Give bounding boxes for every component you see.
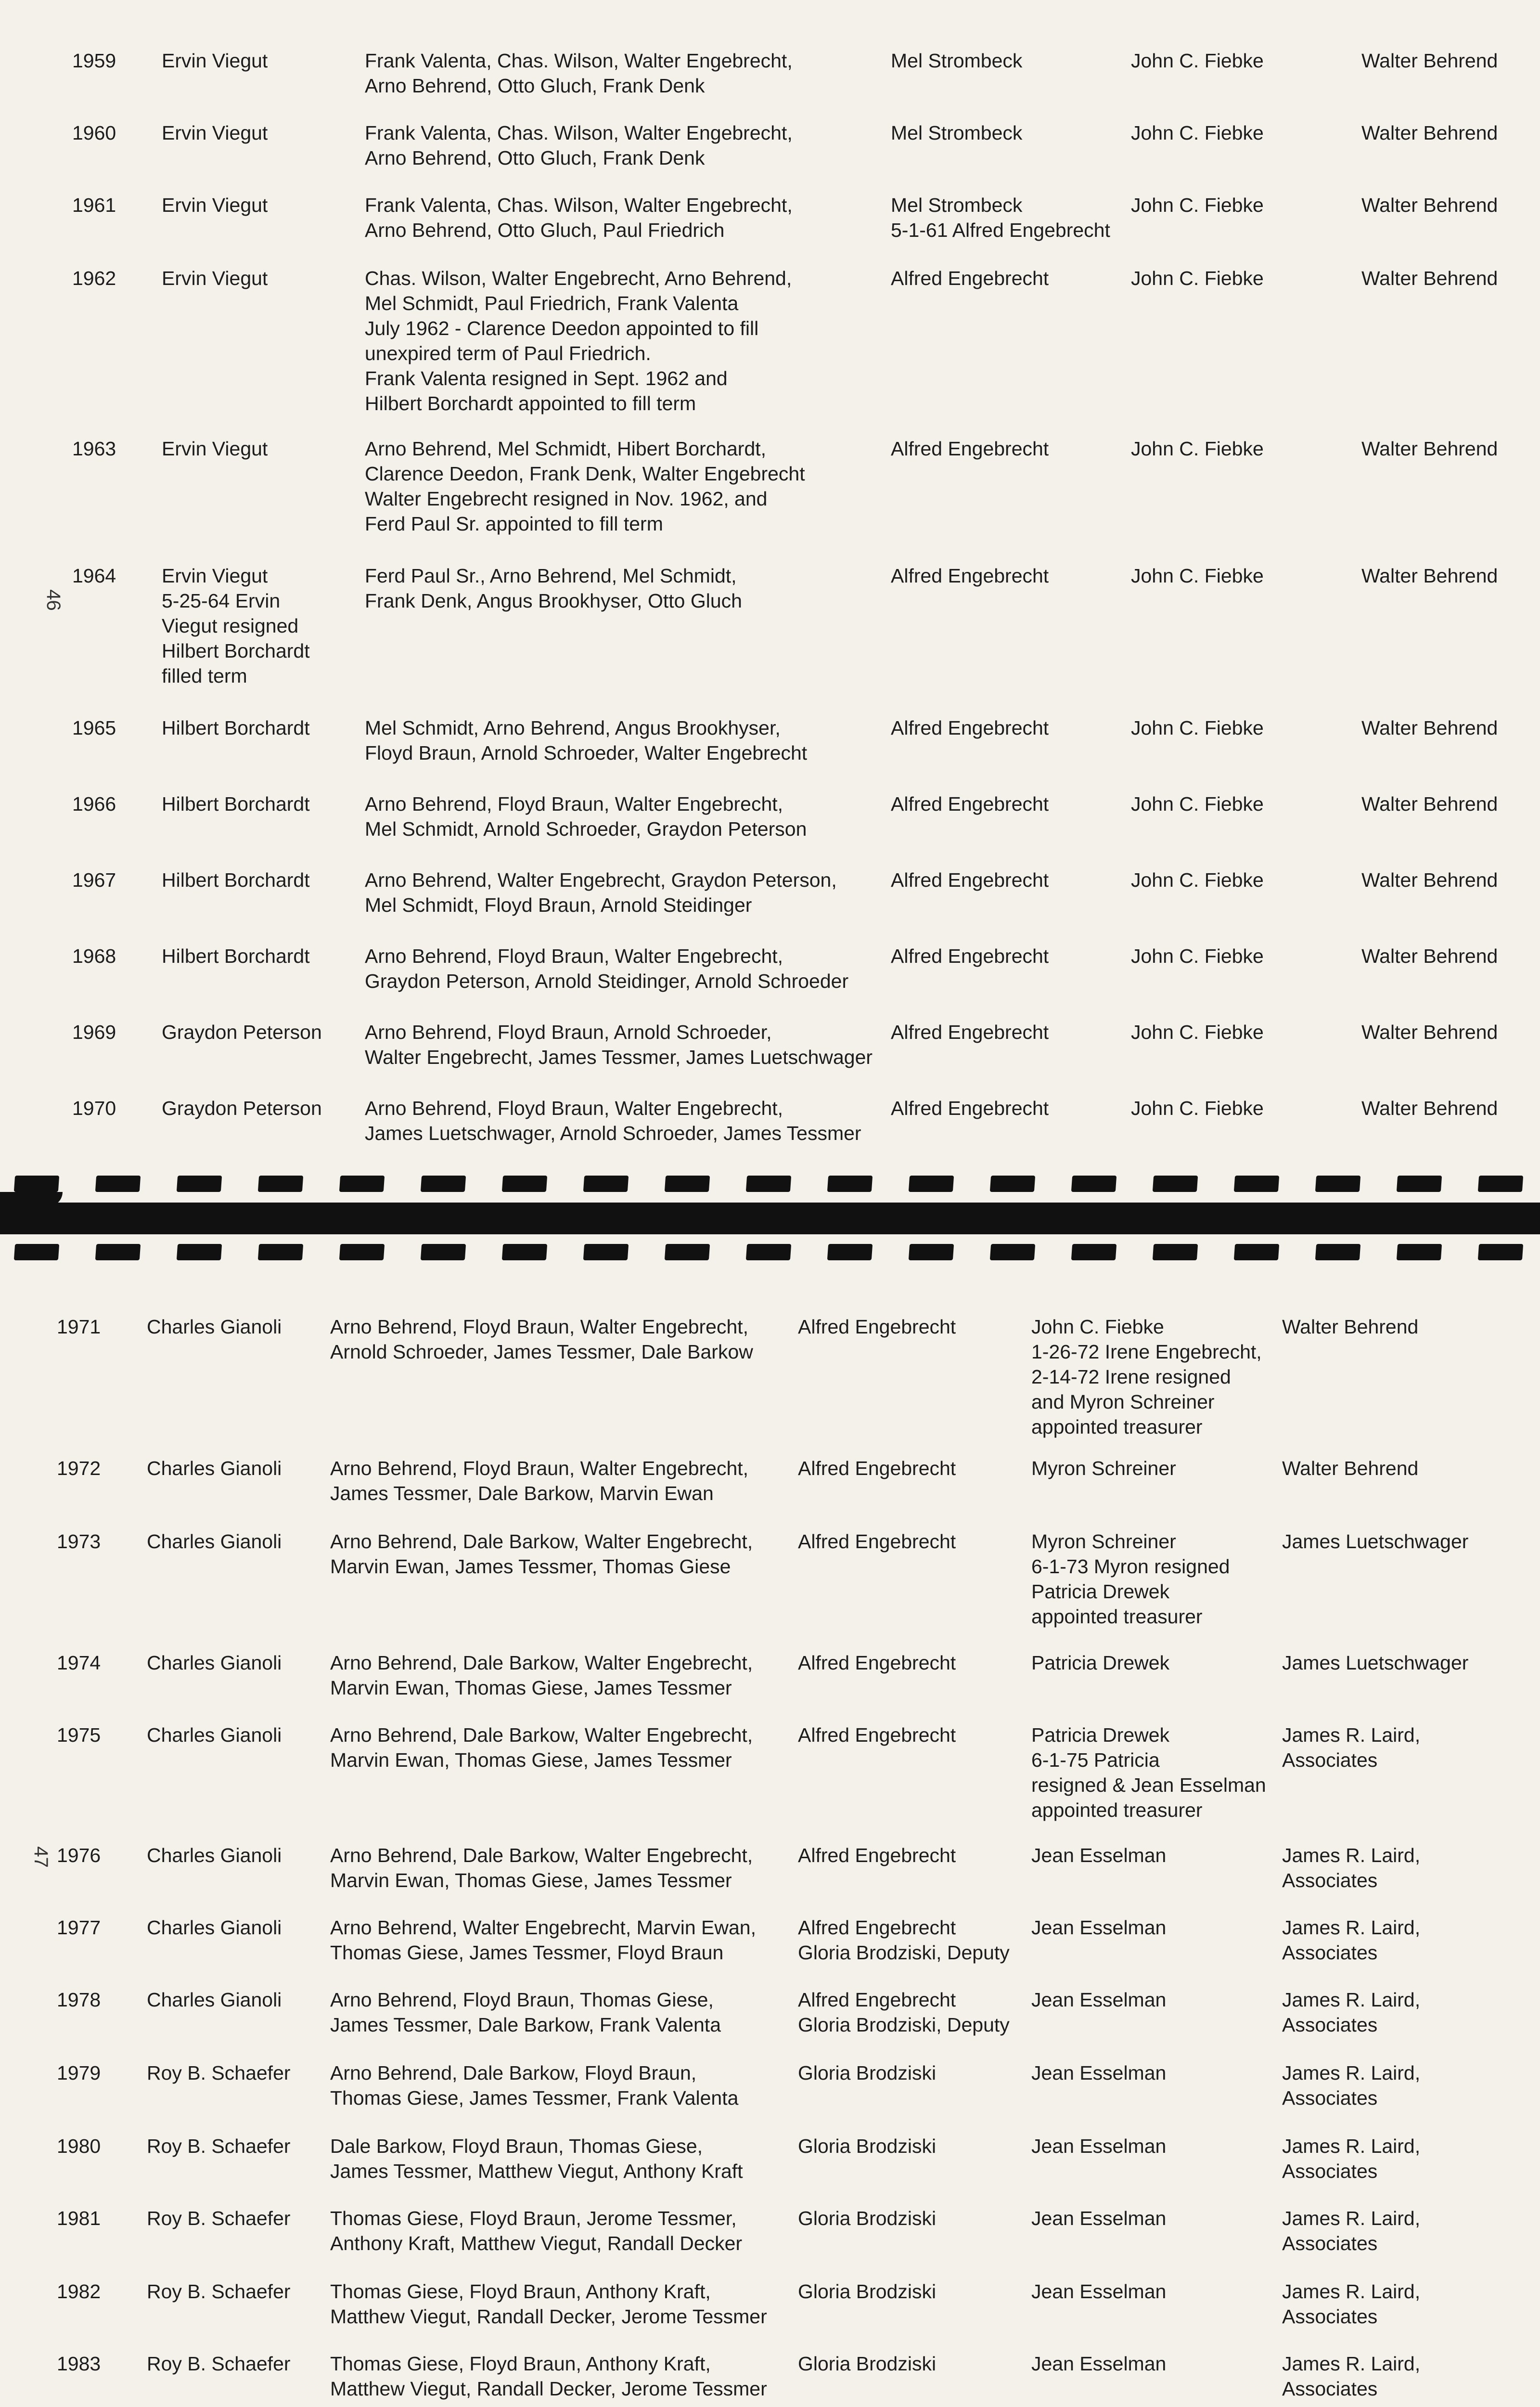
- assessor-cell: James R. Laird, Associates: [1282, 2062, 1421, 2109]
- clerk-cell: Alfred Engebrecht: [891, 267, 1049, 289]
- clerk-cell: Alfred Engebrecht: [891, 869, 1049, 891]
- supervisors-cell: Frank Valenta, Chas. Wilson, Walter Engebrecht, Arno Behrend, Otto Gluch, Frank Denk: [365, 50, 793, 97]
- treasurer-cell: Jean Esselman: [1031, 1989, 1167, 2011]
- assessor-cell: James R. Laird, Associates: [1282, 2207, 1421, 2254]
- dash: [95, 1176, 141, 1192]
- year-cell: 1963: [72, 438, 116, 460]
- year-cell: 1981: [57, 2207, 101, 2229]
- clerk-cell: Alfred Engebrecht: [798, 1652, 956, 1674]
- clerk-cell: Gloria Brodziski: [798, 2135, 937, 2157]
- treasurer-cell: Patricia Drewek 6-1-75 Patricia resigned & Jean Esselman appointed treasurer: [1031, 1724, 1266, 1821]
- treasurer-cell: John C. Fiebke: [1131, 869, 1264, 891]
- clerk-cell: Gloria Brodziski: [798, 2062, 937, 2084]
- treasurer-cell: John C. Fiebke: [1131, 945, 1264, 967]
- dash-line-top: [0, 1176, 1540, 1195]
- clerk-cell: Alfred Engebrecht: [798, 1457, 956, 1479]
- chairman-cell: Ervin Viegut: [162, 267, 268, 289]
- dash: [909, 1244, 954, 1260]
- clerk-cell: Alfred Engebrecht: [891, 793, 1049, 815]
- dash: [14, 1244, 59, 1260]
- assessor-cell: James Luetschwager: [1282, 1530, 1469, 1553]
- dash: [339, 1176, 385, 1192]
- supervisors-cell: Frank Valenta, Chas. Wilson, Walter Engebrecht, Arno Behrend, Otto Gluch, Frank Denk: [365, 122, 793, 169]
- bottom-page: [0, 1261, 1540, 2407]
- clerk-cell: Alfred Engebrecht: [891, 717, 1049, 739]
- dash: [1071, 1176, 1116, 1192]
- chairman-cell: Graydon Peterson: [162, 1021, 322, 1043]
- supervisors-cell: Arno Behrend, Mel Schmidt, Hibert Borchardt, Clarence Deedon, Frank Denk, Walter Engebrecht Walter Engebrecht resigned in Nov. 1962, and Ferd Paul Sr. appointed to fill term: [365, 438, 805, 535]
- treasurer-cell: John C. Fiebke: [1131, 122, 1264, 144]
- supervisors-cell: Chas. Wilson, Walter Engebrecht, Arno Behrend, Mel Schmidt, Paul Friedrich, Frank Valenta July 1962 - Clarence Deedon appointed to fill unexpired term of Paul Friedrich. Frank Valenta resigned in Sept. 1962 and Hilbert Borchardt appointed to fill term: [365, 267, 792, 414]
- year-cell: 1970: [72, 1097, 116, 1119]
- supervisors-cell: Arno Behrend, Dale Barkow, Walter Engebrecht, Marvin Ewan, Thomas Giese, James Tessmer: [330, 1724, 753, 1771]
- chairman-cell: Charles Gianoli: [147, 1530, 282, 1553]
- treasurer-cell: John C. Fiebke: [1131, 438, 1264, 460]
- supervisors-cell: Arno Behrend, Dale Barkow, Walter Engebrecht, Marvin Ewan, James Tessmer, Thomas Giese: [330, 1530, 753, 1578]
- clerk-cell: Alfred Engebrecht: [798, 1724, 956, 1746]
- dash: [1478, 1244, 1523, 1260]
- year-cell: 1959: [72, 50, 116, 72]
- clerk-cell: Mel Strombeck: [891, 122, 1023, 144]
- assessor-cell: James R. Laird, Associates: [1282, 1989, 1421, 2036]
- treasurer-cell: Jean Esselman: [1031, 2207, 1167, 2229]
- dash: [909, 1176, 954, 1192]
- year-cell: 1980: [57, 2135, 101, 2157]
- dash: [1153, 1244, 1198, 1260]
- dash: [1315, 1244, 1360, 1260]
- dash: [1234, 1176, 1279, 1192]
- treasurer-cell: Myron Schreiner 6-1-73 Myron resigned Patricia Drewek appointed treasurer: [1031, 1530, 1230, 1628]
- dash: [746, 1244, 791, 1260]
- supervisors-cell: Arno Behrend, Floyd Braun, Walter Engebrecht, Graydon Peterson, Arnold Steidinger, Arnold Schroeder: [365, 945, 849, 992]
- clerk-cell: Alfred Engebrecht Gloria Brodziski, Deputy: [798, 1989, 1010, 2036]
- dash: [177, 1244, 222, 1260]
- dash: [1478, 1176, 1523, 1192]
- year-cell: 1971: [57, 1316, 101, 1338]
- dash: [1071, 1244, 1116, 1260]
- clerk-cell: Alfred Engebrecht: [891, 945, 1049, 967]
- year-cell: 1973: [57, 1530, 101, 1553]
- assessor-cell: Walter Behrend: [1282, 1316, 1419, 1338]
- dash: [258, 1176, 303, 1192]
- year-cell: 1974: [57, 1652, 101, 1674]
- treasurer-cell: John C. Fiebke: [1131, 565, 1264, 587]
- treasurer-cell: Jean Esselman: [1031, 2353, 1167, 2375]
- assessor-cell: Walter Behrend: [1361, 1021, 1498, 1043]
- supervisors-cell: Arno Behrend, Floyd Braun, Walter Engebrecht, Mel Schmidt, Arnold Schroeder, Graydon Peterson: [365, 793, 807, 840]
- chairman-cell: Ervin Viegut: [162, 438, 268, 460]
- dash: [1397, 1176, 1442, 1192]
- clerk-cell: Alfred Engebrecht Gloria Brodziski, Deputy: [798, 1916, 1010, 1964]
- chairman-cell: Charles Gianoli: [147, 1844, 282, 1866]
- supervisors-cell: Frank Valenta, Chas. Wilson, Walter Engebrecht, Arno Behrend, Otto Gluch, Paul Friedrich: [365, 194, 793, 241]
- assessor-cell: James R. Laird, Associates: [1282, 1916, 1421, 1964]
- supervisors-cell: Arno Behrend, Walter Engebrecht, Marvin Ewan, Thomas Giese, James Tessmer, Floyd Braun: [330, 1916, 756, 1964]
- chairman-cell: Roy B. Schaefer: [147, 2280, 291, 2303]
- assessor-cell: Walter Behrend: [1282, 1457, 1419, 1479]
- dash: [502, 1176, 547, 1192]
- year-cell: 1978: [57, 1989, 101, 2011]
- dash: [583, 1176, 629, 1192]
- year-cell: 1964: [72, 565, 116, 587]
- assessor-cell: Walter Behrend: [1361, 194, 1498, 216]
- treasurer-cell: Myron Schreiner: [1031, 1457, 1176, 1479]
- chairman-cell: Ervin Viegut: [162, 50, 268, 72]
- year-cell: 1967: [72, 869, 116, 891]
- dash: [421, 1244, 466, 1260]
- clerk-cell: Gloria Brodziski: [798, 2353, 937, 2375]
- chairman-cell: Charles Gianoli: [147, 1916, 282, 1939]
- dash: [421, 1176, 466, 1192]
- year-cell: 1979: [57, 2062, 101, 2084]
- dash: [746, 1176, 791, 1192]
- page-divider: [0, 1165, 1540, 1266]
- dash: [827, 1244, 873, 1260]
- treasurer-cell: Jean Esselman: [1031, 2062, 1167, 2084]
- supervisors-cell: Thomas Giese, Floyd Braun, Anthony Kraft, Matthew Viegut, Randall Decker, Jerome Tessmer: [330, 2353, 767, 2400]
- year-cell: 1960: [72, 122, 116, 144]
- black-bar: [0, 1203, 1540, 1234]
- supervisors-cell: Arno Behrend, Floyd Braun, Arnold Schroeder, Walter Engebrecht, James Tessmer, James Luetschwager: [365, 1021, 873, 1068]
- clerk-cell: Mel Strombeck 5-1-61 Alfred Engebrecht: [891, 194, 1110, 241]
- treasurer-cell: Jean Esselman: [1031, 2280, 1167, 2303]
- treasurer-cell: John C. Fiebke: [1131, 793, 1264, 815]
- year-cell: 1968: [72, 945, 116, 967]
- clerk-cell: Gloria Brodziski: [798, 2280, 937, 2303]
- chairman-cell: Hilbert Borchardt: [162, 869, 310, 891]
- treasurer-cell: John C. Fiebke: [1131, 267, 1264, 289]
- year-cell: 1966: [72, 793, 116, 815]
- clerk-cell: Alfred Engebrecht: [891, 1021, 1049, 1043]
- assessor-cell: Walter Behrend: [1361, 869, 1498, 891]
- dash: [665, 1244, 710, 1260]
- chairman-cell: Roy B. Schaefer: [147, 2207, 291, 2229]
- year-cell: 1972: [57, 1457, 101, 1479]
- treasurer-cell: Jean Esselman: [1031, 2135, 1167, 2157]
- assessor-cell: James Luetschwager: [1282, 1652, 1469, 1674]
- dash: [1234, 1244, 1279, 1260]
- treasurer-cell: John C. Fiebke: [1131, 1097, 1264, 1119]
- chairman-cell: Roy B. Schaefer: [147, 2353, 291, 2375]
- assessor-cell: James R. Laird, Associates: [1282, 2135, 1421, 2182]
- page-number: 47: [30, 1846, 51, 1868]
- supervisors-cell: Arno Behrend, Floyd Braun, Walter Engebrecht, Arnold Schroeder, James Tessmer, Dale Barkow: [330, 1316, 753, 1363]
- chairman-cell: Graydon Peterson: [162, 1097, 322, 1119]
- dash: [177, 1176, 222, 1192]
- dash: [665, 1176, 710, 1192]
- treasurer-cell: John C. Fiebke 1-26-72 Irene Engebrecht, 2-14-72 Irene resigned and Myron Schreiner appointed treasurer: [1031, 1316, 1262, 1438]
- chairman-cell: Charles Gianoli: [147, 1316, 282, 1338]
- supervisors-cell: Arno Behrend, Dale Barkow, Walter Engebrecht, Marvin Ewan, Thomas Giese, James Tessmer: [330, 1652, 753, 1699]
- supervisors-cell: Thomas Giese, Floyd Braun, Jerome Tessmer, Anthony Kraft, Matthew Viegut, Randall Decker: [330, 2207, 743, 2254]
- assessor-cell: James R. Laird, Associates: [1282, 2280, 1421, 2328]
- treasurer-cell: Patricia Drewek: [1031, 1652, 1170, 1674]
- assessor-cell: Walter Behrend: [1361, 945, 1498, 967]
- chairman-cell: Hilbert Borchardt: [162, 793, 310, 815]
- clerk-cell: Mel Strombeck: [891, 50, 1023, 72]
- treasurer-cell: John C. Fiebke: [1131, 717, 1264, 739]
- clerk-cell: Gloria Brodziski: [798, 2207, 937, 2229]
- treasurer-cell: Jean Esselman: [1031, 1844, 1167, 1866]
- clerk-cell: Alfred Engebrecht: [891, 438, 1049, 460]
- clerk-cell: Alfred Engebrecht: [891, 1097, 1049, 1119]
- supervisors-cell: Arno Behrend, Dale Barkow, Floyd Braun, Thomas Giese, James Tessmer, Frank Valenta: [330, 2062, 739, 2109]
- supervisors-cell: Thomas Giese, Floyd Braun, Anthony Kraft, Matthew Viegut, Randall Decker, Jerome Tessmer: [330, 2280, 767, 2328]
- dash: [990, 1244, 1035, 1260]
- chairman-cell: Charles Gianoli: [147, 1724, 282, 1746]
- assessor-cell: Walter Behrend: [1361, 122, 1498, 144]
- supervisors-cell: Arno Behrend, Floyd Braun, Thomas Giese, James Tessmer, Dale Barkow, Frank Valenta: [330, 1989, 721, 2036]
- chairman-cell: Ervin Viegut: [162, 122, 268, 144]
- year-cell: 1976: [57, 1844, 101, 1866]
- year-cell: 1965: [72, 717, 116, 739]
- chairman-cell: Hilbert Borchardt: [162, 945, 310, 967]
- dash: [502, 1244, 547, 1260]
- chairman-cell: Charles Gianoli: [147, 1457, 282, 1479]
- clerk-cell: Alfred Engebrecht: [798, 1530, 956, 1553]
- dash: [1315, 1176, 1360, 1192]
- dash: [258, 1244, 303, 1260]
- assessor-cell: James R. Laird, Associates: [1282, 1724, 1421, 1771]
- dash: [990, 1176, 1035, 1192]
- chairman-cell: Ervin Viegut: [162, 194, 268, 216]
- dash: [339, 1244, 385, 1260]
- dash: [95, 1244, 141, 1260]
- chairman-cell: Roy B. Schaefer: [147, 2062, 291, 2084]
- supervisors-cell: Arno Behrend, Dale Barkow, Walter Engebrecht, Marvin Ewan, Thomas Giese, James Tessmer: [330, 1844, 753, 1891]
- year-cell: 1975: [57, 1724, 101, 1746]
- dash: [1153, 1176, 1198, 1192]
- assessor-cell: James R. Laird, Associates: [1282, 1844, 1421, 1891]
- assessor-cell: Walter Behrend: [1361, 717, 1498, 739]
- assessor-cell: Walter Behrend: [1361, 438, 1498, 460]
- assessor-cell: Walter Behrend: [1361, 267, 1498, 289]
- year-cell: 1977: [57, 1916, 101, 1939]
- treasurer-cell: John C. Fiebke: [1131, 50, 1264, 72]
- assessor-cell: Walter Behrend: [1361, 50, 1498, 72]
- clerk-cell: Alfred Engebrecht: [798, 1316, 956, 1338]
- year-cell: 1962: [72, 267, 116, 289]
- chairman-cell: Hilbert Borchardt: [162, 717, 310, 739]
- treasurer-cell: John C. Fiebke: [1131, 1021, 1264, 1043]
- supervisors-cell: Ferd Paul Sr., Arno Behrend, Mel Schmidt, Frank Denk, Angus Brookhyser, Otto Gluch: [365, 565, 742, 612]
- treasurer-cell: Jean Esselman: [1031, 1916, 1167, 1939]
- dash: [14, 1176, 59, 1192]
- year-cell: 1982: [57, 2280, 101, 2303]
- top-page: [0, 0, 1540, 1170]
- assessor-cell: James R. Laird, Associates: [1282, 2353, 1421, 2400]
- dash: [583, 1244, 629, 1260]
- assessor-cell: Walter Behrend: [1361, 1097, 1498, 1119]
- supervisors-cell: Dale Barkow, Floyd Braun, Thomas Giese, James Tessmer, Matthew Viegut, Anthony Kraft: [330, 2135, 743, 2182]
- year-cell: 1961: [72, 194, 116, 216]
- treasurer-cell: John C. Fiebke: [1131, 194, 1264, 216]
- supervisors-cell: Arno Behrend, Walter Engebrecht, Graydon Peterson, Mel Schmidt, Floyd Braun, Arnold Steidinger: [365, 869, 837, 916]
- year-cell: 1969: [72, 1021, 116, 1043]
- dash: [827, 1176, 873, 1192]
- chairman-cell: Charles Gianoli: [147, 1989, 282, 2011]
- page-number: 46: [42, 589, 64, 611]
- supervisors-cell: Arno Behrend, Floyd Braun, Walter Engebrecht, James Luetschwager, Arnold Schroeder, James Tessmer: [365, 1097, 861, 1144]
- assessor-cell: Walter Behrend: [1361, 793, 1498, 815]
- clerk-cell: Alfred Engebrecht: [798, 1844, 956, 1866]
- year-cell: 1983: [57, 2353, 101, 2375]
- dash: [1397, 1244, 1442, 1260]
- chairman-cell: Roy B. Schaefer: [147, 2135, 291, 2157]
- chairman-cell: Charles Gianoli: [147, 1652, 282, 1674]
- supervisors-cell: Mel Schmidt, Arno Behrend, Angus Brookhyser, Floyd Braun, Arnold Schroeder, Walter Engebrecht: [365, 717, 808, 764]
- chairman-cell: Ervin Viegut 5-25-64 Ervin Viegut resigned Hilbert Borchardt filled term: [162, 565, 310, 687]
- dash-line-bottom: [0, 1244, 1540, 1263]
- supervisors-cell: Arno Behrend, Floyd Braun, Walter Engebrecht, James Tessmer, Dale Barkow, Marvin Ewan: [330, 1457, 749, 1504]
- clerk-cell: Alfred Engebrecht: [891, 565, 1049, 587]
- assessor-cell: Walter Behrend: [1361, 565, 1498, 587]
